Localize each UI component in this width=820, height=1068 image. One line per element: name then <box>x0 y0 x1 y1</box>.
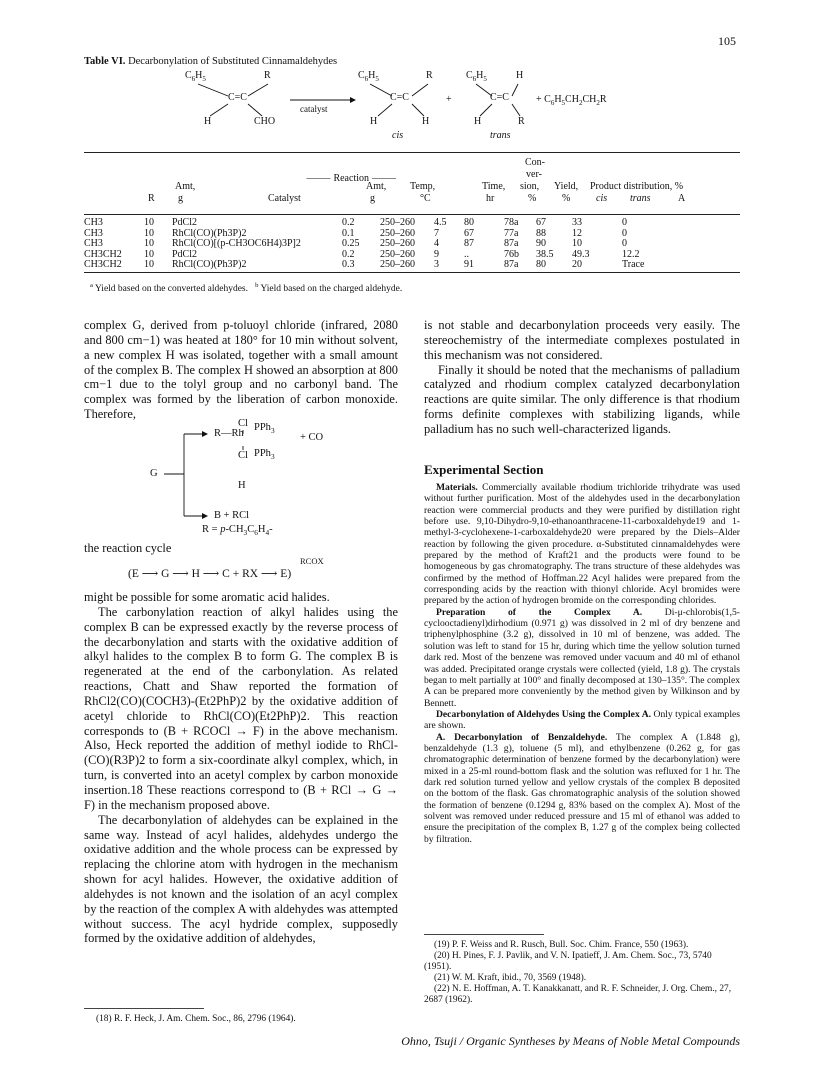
right-footnote-rule <box>424 934 544 935</box>
scheme-p1-h-right: H <box>422 116 430 127</box>
left-paragraph-1: complex G, derived from p-toluoyl chloride (infrared, 2080 and 800 cm−1) was heated at 180° for 10 min without solvent, a new complex H was isolated, together with a small amount of the complex B. The complex H showed an absorption at 800 cm−1 due to the tolyl group and no carbonyl band. The complex was formed by the liberation of carbon monoxide. Therefore, <box>84 318 398 422</box>
cell-conv: 87 <box>464 238 474 249</box>
scheme-p2-r: R <box>518 116 525 127</box>
cell-camt: 0.25 <box>342 238 360 249</box>
cell-a: 0 <box>622 238 627 249</box>
scheme-cc-left: C=C <box>228 92 247 103</box>
scheme-bonds <box>180 70 740 150</box>
mech-h: H <box>238 480 246 491</box>
table-footnote: $^a$ Yield based on the converted aldehydes. $^b$ Yield based on the charged aldehyde. <box>90 281 403 294</box>
right-paragraph-2: Finally it should be noted that the mechanisms of palladium catalyzed and rhodium complex catalyzed decarbonylation reactions are quite similar. The only difference is that rhodium forms definite complexes with stabilizing ligands, while palladium has no such well-characterized ligands. <box>424 362 740 436</box>
cell-cis: 38.5 <box>536 248 554 260</box>
left-column <box>84 318 398 422</box>
cell-conv: 91 <box>464 259 474 270</box>
scheme-c6h5-left: $C_6H_5$ <box>185 70 206 83</box>
cell-camt: 0.3 <box>342 259 355 270</box>
table-caption <box>84 56 337 67</box>
th-conv-unit: % <box>528 193 537 204</box>
benzaldehyde-paragraph: A. Decarbonylation of Benzaldehyde. The complex A (1.848 g), benzaldehyde (1.3 g), toluene (5 ml), and ethylbenzene (0.262 g, for gas chromatographic determination of benzene formed by the decarbonylation) were mixed in a 25-ml round-bottom flask and the solution was refluxed for 1 hr. The dark red solution turned yellow and yellow crystals of the complex B deposited on the bottom of the flask. Gas chromatographic analysis of the solution showed the formation of benzene (0.1294 g, 83% based on the complex A). Most of the solvent was removed under reduced pressure and 15 ml of ethanol was added to ensure the precipitation of the complex B, 1.27 g of the complex being collected by filtration. <box>424 731 740 845</box>
cell-cis: 67 <box>536 217 546 228</box>
cell-time: 9 <box>434 248 439 260</box>
cell-a: 12.2 <box>622 248 640 260</box>
cell-amt: 10 <box>144 227 154 239</box>
mech-pph3-bottom: PPh$_3$ <box>254 448 275 462</box>
cell-cat: PdCl2 <box>172 217 198 228</box>
mech-pph3-top: PPh$_3$ <box>254 422 275 436</box>
cell-temp: 250–260 <box>380 227 415 239</box>
table-bottom-rule <box>84 272 740 273</box>
experimental-section <box>424 482 740 845</box>
cell-conv: 67 <box>464 227 474 239</box>
cell-camt: 0.2 <box>342 248 355 260</box>
scheme-p2-c6h5: $C_6H_5$ <box>466 70 487 83</box>
table-row <box>84 239 740 250</box>
mech-cl-bottom: Cl <box>238 450 248 461</box>
scheme-p1-h-left: H <box>370 116 378 127</box>
cell-temp: 250–260 <box>380 217 415 228</box>
table-label: Table VI. <box>84 56 126 67</box>
th-temp-unit: °C <box>420 193 431 204</box>
cell-time: 3 <box>434 259 439 270</box>
cell-cat: RhCl(CO)[(p-CH3OC6H4)3P]2 <box>172 238 301 249</box>
right-footnotes <box>424 940 740 1006</box>
mech-r-rh: R—Rh <box>214 428 244 439</box>
table-title: Decarbonylation of Substituted Cinnamaldehydes <box>128 56 338 67</box>
cell-trans: 33 <box>572 217 582 228</box>
cell-a: 0 <box>622 227 627 239</box>
cell-cat: RhCl(CO)(Ph3P)2 <box>172 259 247 270</box>
th-catalyst: Catalyst <box>268 193 301 204</box>
cell-yield: 77a <box>504 227 519 239</box>
cell-camt: 0.2 <box>342 217 355 228</box>
section-heading: Experimental Section <box>424 462 544 477</box>
cell-trans: 10 <box>572 238 582 249</box>
left-paragraph-4: The carbonylation reaction of alkyl halides using the complex B can be expressed exactly by the reverse process of the decarbonylation and starts with the oxidative addition of alkyl halides to the complex B to form G. The complex B is regenerated at the end of the carbonylation. As related reactions, Chatt and Shaw reported the formation of RhCl2(CO)(COCH3)-(Et2PhP)2 by the oxidative addition of acetyl chloride to RhCl(CO)(Et2PhP)2. This reaction corresponds to (B + RCOCl → F) in the above mechanism. Also, Heck reported the addition of methyl iodide to RhCl-(CO)(R3P)2 to form a six-coordinate alkyl complex, which, in turn, is converted into an acetyl complex by carbon monoxide insertion.18 These reactions correspond to (B + RCl → G → F) in the mechanism proposed above. <box>84 604 398 812</box>
cell-temp: 250–260 <box>380 259 415 270</box>
table-row <box>84 218 740 229</box>
th-reaction: ⸻ Reaction ⸻ <box>306 173 397 184</box>
scheme-p2-h-left: H <box>474 116 482 127</box>
cell-yield: 78a <box>504 217 519 228</box>
cell-a: 0 <box>622 217 627 228</box>
cell-camt: 0.1 <box>342 227 355 239</box>
cell-cis: 90 <box>536 238 546 249</box>
scheme-catalyst: catalyst <box>300 104 328 114</box>
cell-r: CH3CH2 <box>84 259 122 270</box>
left-paragraph-2: the reaction cycle <box>84 541 172 555</box>
mech-plus-co: + CO <box>300 432 324 443</box>
cell-trans: 12 <box>572 227 582 239</box>
left-column-cont <box>84 541 398 556</box>
preparation-paragraph: Preparation of the Complex A. Di-μ-chlorobis(1,5-cyclooctadienyl)dirhodium (0.971 g) was dissolved in 2 ml of dry benzene and triphenylphosphine (3.2 g), dissolved in 10 ml of benzene, was added. The solution was left to stand for 15 hr, during which time the yellow solution turned dark red. Most of the benzene was removed under vacuum and 40 ml of ethanol was added. Precipitated orange crystals were collected (yield, 1.8 g). The crystals began to melt partially at 100° and finally decomposed at 130–135°. The complex A can be prepared more conveniently by the method given by Wilkinson and by Bennett. <box>424 606 740 709</box>
scheme-h-left: H <box>204 116 212 127</box>
cell-yield: 76b <box>504 248 519 260</box>
decarbonylation-paragraph: Decarbonylation of Aldehydes Using the Complex A. Only typical examples are shown. <box>424 708 740 732</box>
cell-cis: 88 <box>536 227 546 239</box>
table-top-rule <box>84 152 740 153</box>
scheme-trans-label: trans <box>490 130 511 141</box>
footnote-18: (18) R. F. Heck, J. Am. Chem. Soc., 86, 2796 (1964). <box>96 1014 296 1024</box>
th-r: R <box>148 193 155 204</box>
cell-amt: 10 <box>144 248 154 260</box>
cell-yield: 87a <box>504 259 519 270</box>
running-footer: Ohno, Tsuji / Organic Syntheses by Means of Noble Metal Compounds <box>401 1034 740 1048</box>
cell-trans: 49.3 <box>572 248 590 260</box>
scheme-p1-c6h5: $C_6H_5$ <box>358 70 379 83</box>
cell-trans: 20 <box>572 259 582 270</box>
scheme-p1-r: R <box>426 70 433 81</box>
cell-time: 4 <box>434 238 439 249</box>
cell-time: 7 <box>434 227 439 239</box>
left-column-body <box>84 590 398 946</box>
mechanism-diagram <box>150 418 370 542</box>
cell-r: CH3CH2 <box>84 248 122 260</box>
th-pd: Product distribution, % <box>590 181 684 192</box>
th-yield: Yield, <box>554 181 579 192</box>
page-number: 105 <box>718 34 736 48</box>
left-footnote-rule <box>84 1008 204 1009</box>
cell-cat: RhCl(CO)(Ph3P)2 <box>172 227 247 239</box>
th-yield-unit: % <box>562 193 571 204</box>
scheme-cho: CHO <box>254 116 276 127</box>
scheme-cis-label: cis <box>392 130 404 141</box>
scheme-cc-p2: C=C <box>490 92 509 103</box>
cell-time: 4.5 <box>434 217 447 228</box>
left-paragraph-3: might be possible for some aromatic acid halides. <box>84 590 330 604</box>
cell-conv: 80 <box>464 217 474 228</box>
th-conv3: sion, <box>520 181 540 192</box>
scheme-cc-p1: C=C <box>390 92 409 103</box>
th-amt: Amt, <box>175 181 196 192</box>
cell-temp: 250–260 <box>380 248 415 260</box>
scheme-byproduct: + $C_6H_5CH_2CH_2R$ <box>536 94 607 107</box>
cell-amt: 10 <box>144 238 154 249</box>
th-cis: cis <box>596 193 608 204</box>
th-amt-cat-unit: g <box>370 193 375 204</box>
cell-a: Trace <box>622 259 645 270</box>
cell-r: CH3 <box>84 217 103 228</box>
th-amt-unit: g <box>178 193 183 204</box>
table-row <box>84 260 740 271</box>
th-conv2: ver- <box>526 169 542 180</box>
cell-amt: 10 <box>144 259 154 270</box>
cycle-rcox: RCOX <box>300 556 324 566</box>
cell-temp: 250–260 <box>380 238 415 249</box>
left-paragraph-5: The decarbonylation of aldehydes can be explained in the same way. Instead of acyl halides, aldehydes undergo the oxidative addition and the whole process can be expressed by replacing the chlorine atom with hydrogen in the mechanism shown for acyl halides. However, the oxidative addition of aldehydes is not known and the isolation of an acyl complex by the reaction of the complex A with aldehydes was attempted without success. The acyl hydride complex, supposedly formed by the oxidative addition of aldehydes, <box>84 812 398 946</box>
th-a: A <box>678 193 686 204</box>
cell-cis: 80 <box>536 259 546 270</box>
footnote-22: (22) N. E. Hoffman, A. T. Kanakkanatt, and R. F. Schneider, J. Org. Chem., 27, 2687 (1962). <box>424 984 732 1005</box>
data-table <box>84 218 740 271</box>
reaction-scheme <box>180 70 740 150</box>
scheme-plus: + <box>446 94 452 105</box>
cell-cat: PdCl2 <box>172 248 198 260</box>
right-column <box>424 318 740 437</box>
th-temp: Temp, <box>410 181 436 192</box>
th-time-unit: hr <box>486 193 495 204</box>
footnote-20: (20) H. Pines, F. J. Pavlik, and V. N. Ipatieff, J. Am. Chem. Soc., 73, 5740 (1951). <box>424 951 712 972</box>
mech-r-def: $R = p-CH_3C_6H_4-$ <box>202 524 273 538</box>
mech-g: G <box>150 468 158 479</box>
footnote-21: (21) W. M. Kraft, ibid., 70, 3569 (1948). <box>434 973 587 983</box>
table-header-rule <box>84 214 740 215</box>
cell-r: CH3 <box>84 227 103 239</box>
mech-b-rcl: B + RCl <box>214 510 250 521</box>
materials-paragraph: Materials. Commercially available rhodium trichloride trihydrate was used without further purification. Most of the aldehydes used in the decarbonylation reaction were commercial products and they were purified by distillation right before use. 9,10-Dihydro-9,10-ethanoanthracene-11-carboxaldehyde19 and 1-methyl-3-cyclohexene-1-carboxaldehyde20 were prepared by the Diels–Alder reaction by following the given procedure. α-Substituted cinnamaldehydes were prepared by the method of Kraft21 and the products were found to be homogeneous by gas chromatography. The trans structure of these aldehydes was confirmed by the method of Hoffman.22 Acyl halides were prepared from the corresponding acids by the reaction with thionyl chloride. Acyl bromides were prepared by the action of hydrogen bromide on the corresponding chlorides. <box>424 482 740 607</box>
th-trans: trans <box>630 193 651 204</box>
cell-amt: 10 <box>144 217 154 228</box>
right-paragraph-1: is not stable and decarbonylation proceeds very easily. The stereochemistry of the intermediate complexes postulated in this mechanism was not considered. <box>424 318 740 362</box>
mech-cl-top: Cl <box>238 418 248 429</box>
th-time: Time, <box>482 181 506 192</box>
scheme-p2-h: H <box>516 70 524 81</box>
cell-yield: 87a <box>504 238 519 249</box>
cell-conv: .. <box>464 248 469 260</box>
cell-r: CH3 <box>84 238 103 249</box>
th-conv1: Con- <box>525 157 545 168</box>
cycle-equation: (E ⟶ G ⟶ H ⟶ C + RX ⟶ E) <box>128 568 292 580</box>
scheme-r-left: R <box>264 70 271 81</box>
footnote-19: (19) P. F. Weiss and R. Rusch, Bull. Soc. Chim. France, 550 (1963). <box>434 940 689 950</box>
th-amt-cat: Amt, <box>366 181 387 192</box>
